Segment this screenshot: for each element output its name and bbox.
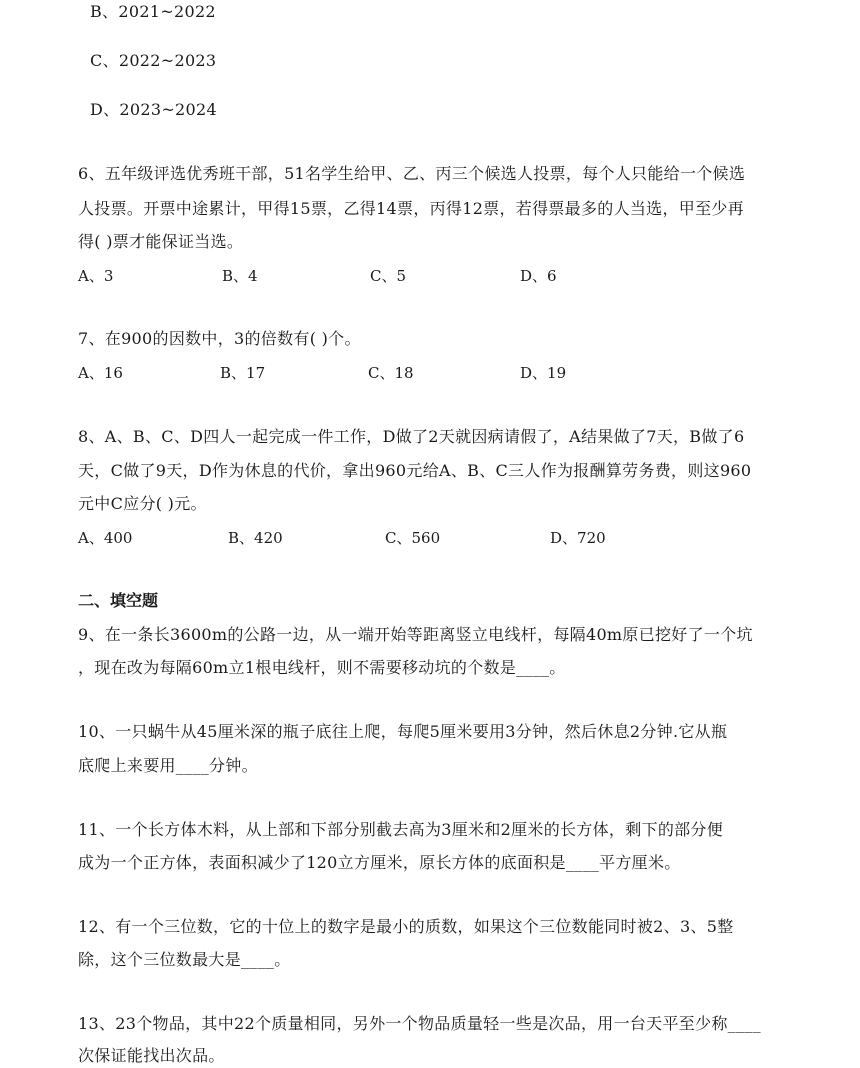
q11-line-1: 11、一个长方体木料，从上部和下部分别截去高为3厘米和2厘米的长方体，剩下的部分便 bbox=[78, 820, 724, 839]
prev-option-b: B、2021~2022 bbox=[90, 2, 216, 21]
q7-choice-c: C、18 bbox=[368, 364, 414, 382]
q7-line-1: 7、在900的因数中，3的倍数有( )个。 bbox=[78, 329, 361, 348]
q8-choice-d: D、720 bbox=[550, 529, 606, 547]
q8-line-2: 天，C做了9天，D作为休息的代价，拿出960元给A、B、C三人作为报酬算劳务费，则这960 bbox=[78, 461, 752, 480]
q6-choice-b: B、4 bbox=[222, 267, 258, 285]
prev-option-d: D、2023~2024 bbox=[90, 100, 217, 119]
section-heading-fill-in: 二、填空题 bbox=[78, 591, 159, 610]
q6-line-1: 6、五年级评选优秀班干部，51名学生给甲、乙、丙三个候选人投票，每个人只能给一个候选 bbox=[78, 164, 746, 183]
q6-line-2: 人投票。开票中途累计，甲得15票，乙得14票，丙得12票，若得票最多的人当选，甲至少再 bbox=[78, 199, 744, 218]
q12-line-1: 12、有一个三位数，它的十位上的数字是最小的质数，如果这个三位数能同时被2、3、5整 bbox=[78, 917, 734, 936]
q11-line-2: 成为一个正方体，表面积减少了120立方厘米，原长方体的底面积是____平方厘米。 bbox=[78, 853, 681, 872]
q8-line-1: 8、A、B、C、D四人一起完成一件工作，D做了2天就因病请假了，A结果做了7天，B做了6 bbox=[78, 427, 745, 446]
q6-choice-c: C、5 bbox=[370, 267, 407, 285]
q10-line-2: 底爬上来要用____分钟。 bbox=[78, 756, 258, 775]
q13-line-1: 13、23个物品，其中22个质量相同，另外一个物品质量轻一些是次品，用一台天平至少称____ bbox=[78, 1014, 761, 1033]
q8-line-3: 元中C应分( )元。 bbox=[78, 494, 207, 513]
q9-line-2: ，现在改为每隔60m立1根电线杆，则不需要移动坑的个数是____。 bbox=[78, 658, 566, 677]
q6-choice-a: A、3 bbox=[78, 267, 114, 285]
q8-choice-b: B、420 bbox=[228, 529, 283, 547]
q6-line-3: 得( )票才能保证当选。 bbox=[78, 232, 244, 251]
prev-option-c: C、2022~2023 bbox=[90, 51, 217, 70]
q10-line-1: 10、一只蜗牛从45厘米深的瓶子底往上爬，每爬5厘米要用3分钟，然后休息2分钟.它从瓶 bbox=[78, 722, 728, 741]
q13-line-2: 次保证能找出次品。 bbox=[78, 1046, 225, 1065]
q7-choice-d: D、19 bbox=[520, 364, 567, 382]
q8-choice-c: C、560 bbox=[385, 529, 441, 547]
q7-choice-a: A、16 bbox=[78, 364, 123, 382]
q6-choice-d: D、6 bbox=[520, 267, 557, 285]
q12-line-2: 除，这个三位数最大是____。 bbox=[78, 950, 291, 969]
q9-line-1: 9、在一条长3600m的公路一边，从一端开始等距离竖立电线杆，每隔40m原已挖好了一个坑 bbox=[78, 625, 753, 644]
q7-choice-b: B、17 bbox=[220, 364, 266, 382]
q8-choice-a: A、400 bbox=[78, 529, 133, 547]
